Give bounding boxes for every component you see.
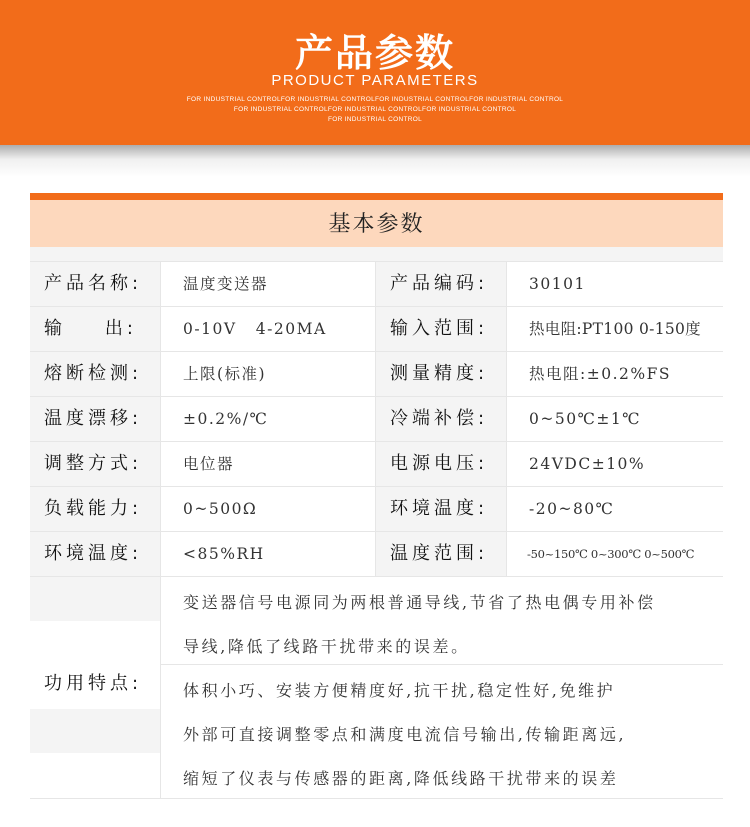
param-value: 温度变送器: [183, 275, 269, 293]
param-label: 负载能力:: [30, 487, 160, 531]
param-label: 温度范围:: [376, 532, 506, 576]
banner-tagline-1: FOR INDUSTRIAL CONTROLFOR INDUSTRIAL CONTROLFOR INDUSTRIAL CONTROLFOR INDUSTRIAL CONTROL: [186, 96, 564, 103]
param-label: 电源电压:: [376, 442, 506, 486]
features-label: 功用特点:: [44, 673, 143, 694]
param-value: <85%RH: [183, 545, 265, 563]
param-value: -20~80℃: [529, 500, 615, 518]
table-row: [30, 442, 723, 487]
param-value: ±0.2%/℃: [183, 410, 269, 428]
table-top-accent: [30, 193, 723, 200]
param-label: 产品编码:: [376, 262, 506, 306]
features-divider: [161, 664, 723, 665]
table-row: [30, 532, 723, 577]
param-label: 测量精度:: [376, 352, 506, 396]
feature-line: 外部可直接调整零点和满度电流信号输出,传输距离远,: [183, 725, 627, 744]
param-label: 冷端补偿:: [376, 397, 506, 441]
param-value: 0-10V 4-20MA: [183, 320, 327, 338]
feature-line: 缩短了仪表与传感器的距离,降低线路干扰带来的误差: [183, 769, 619, 788]
features-text-cell: [161, 577, 723, 799]
param-value: -50~150℃ 0~300℃ 0~500℃: [527, 547, 695, 561]
param-value: 0~500Ω: [183, 500, 258, 518]
feature-line: 变送器信号电源同为两根普通导线,节省了热电偶专用补偿: [183, 593, 656, 612]
parameter-table: [30, 262, 723, 577]
param-value: 上限(标准): [183, 365, 267, 383]
banner-tagline-3: FOR INDUSTRIAL CONTROL: [327, 116, 423, 123]
table-row: [30, 307, 723, 352]
header-banner: [0, 0, 750, 145]
table-spacer-row: [30, 247, 723, 262]
features-label-cell: [30, 577, 160, 799]
banner-subtitle: PRODUCT PARAMETERS: [271, 72, 479, 89]
param-value: 30101: [529, 275, 586, 293]
param-label: 环境温度:: [30, 532, 160, 576]
table-row: [30, 397, 723, 442]
param-label: 产品名称:: [30, 262, 160, 306]
param-label: 输 出:: [30, 307, 160, 351]
param-label: 环境温度:: [376, 487, 506, 531]
table-row: [30, 262, 723, 307]
table-bottom-border: [30, 798, 723, 799]
param-label: 调整方式:: [30, 442, 160, 486]
features-section: [30, 577, 723, 799]
param-label: 输入范围:: [376, 307, 506, 351]
table-row: [30, 487, 723, 532]
banner-tagline-2: FOR INDUSTRIAL CONTROLFOR INDUSTRIAL CONTROLFOR INDUSTRIAL CONTROL: [233, 106, 517, 113]
param-value: 热电阻:PT100 0-150度: [529, 320, 701, 338]
table-row: [30, 352, 723, 397]
param-value: 电位器: [183, 455, 235, 473]
param-value: 热电阻:±0.2%FS: [529, 365, 671, 383]
feature-line: 导线,降低了线路干扰带来的误差。: [183, 637, 470, 656]
feature-line: 体积小巧、安装方便精度好,抗干扰,稳定性好,免维护: [183, 681, 616, 700]
banner-shadow: [0, 145, 750, 177]
param-label: 温度漂移:: [30, 397, 160, 441]
table-title: 基本参数: [30, 200, 723, 247]
param-label: 熔断检测:: [30, 352, 160, 396]
param-value: 0~50℃±1℃: [529, 410, 642, 428]
param-value: 24VDC±10%: [529, 455, 646, 473]
banner-title: 产品参数: [294, 31, 455, 75]
